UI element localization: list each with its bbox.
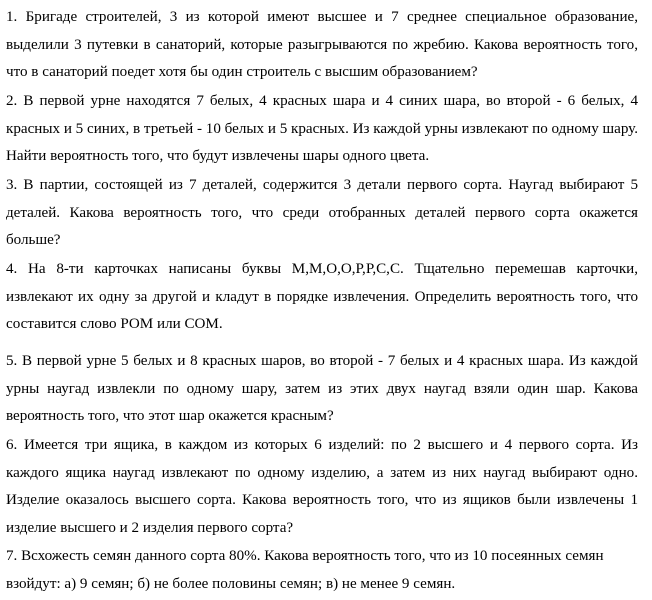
problem-4: 4. На 8-ти карточках написаны буквы М,М,О,О,Р,Р,С,С. Тщательно перемешав карточки, извлекают их одну за другой и кладут в порядке извлечения. Определить вероятность того, что составится слово РОМ или СОМ. bbox=[6, 261, 638, 333]
problem-7: 7. Всхожесть семян данного сорта 80%. Какова вероятность того, что из 10 посеянных семян взойдут: а) 9 семян; б) не более половины семян; в) не менее 9 семян. bbox=[6, 548, 604, 592]
problem-5: 5. В первой урне 5 белых и 8 красных шаров, во второй - 7 белых и 4 красных шара. Из каждой урны наугад извлекли по одному шару, затем из этих двух наугад взяли один шар. Какова вероятность того, что этот шар окажется красным? bbox=[6, 353, 638, 425]
problem-2: 2. В первой урне находятся 7 белых, 4 красных шара и 4 синих шара, во второй - 6 белых, 4 красных и 5 синих, в третьей - 10 белых и 5 красных. Из каждой урны извлекают по одному шару. Найти вероятность того, что будут извлечены шары одного цвета. bbox=[6, 93, 638, 165]
problem-3: 3. В партии, состоящей из 7 деталей, содержится 3 детали первого сорта. Наугад выбирают 5 деталей. Какова вероятность того, что среди отобранных деталей первого сорта окажется больше? bbox=[6, 177, 638, 249]
problem-1: 1. Бригаде строителей, 3 из которой имеют высшее и 7 среднее специальное образование, выделили 3 путевки в санаторий, которые разыгрываются по жребию. Какова вероятность того, что в санаторий поедет хотя бы один строитель с высшим образованием? bbox=[6, 9, 638, 81]
problem-6: 6. Имеется три ящика, в каждом из которых 6 изделий: по 2 высшего и 4 первого сорта. Из каждого ящика наугад извлекают по одному изделию, а затем из них наугад выбирают одно. Изделие оказалось высшего сорта. Какова вероятность того, что из ящиков были извлечены 1 изделие высшего и 2 изделия первого сорта? bbox=[6, 437, 638, 536]
